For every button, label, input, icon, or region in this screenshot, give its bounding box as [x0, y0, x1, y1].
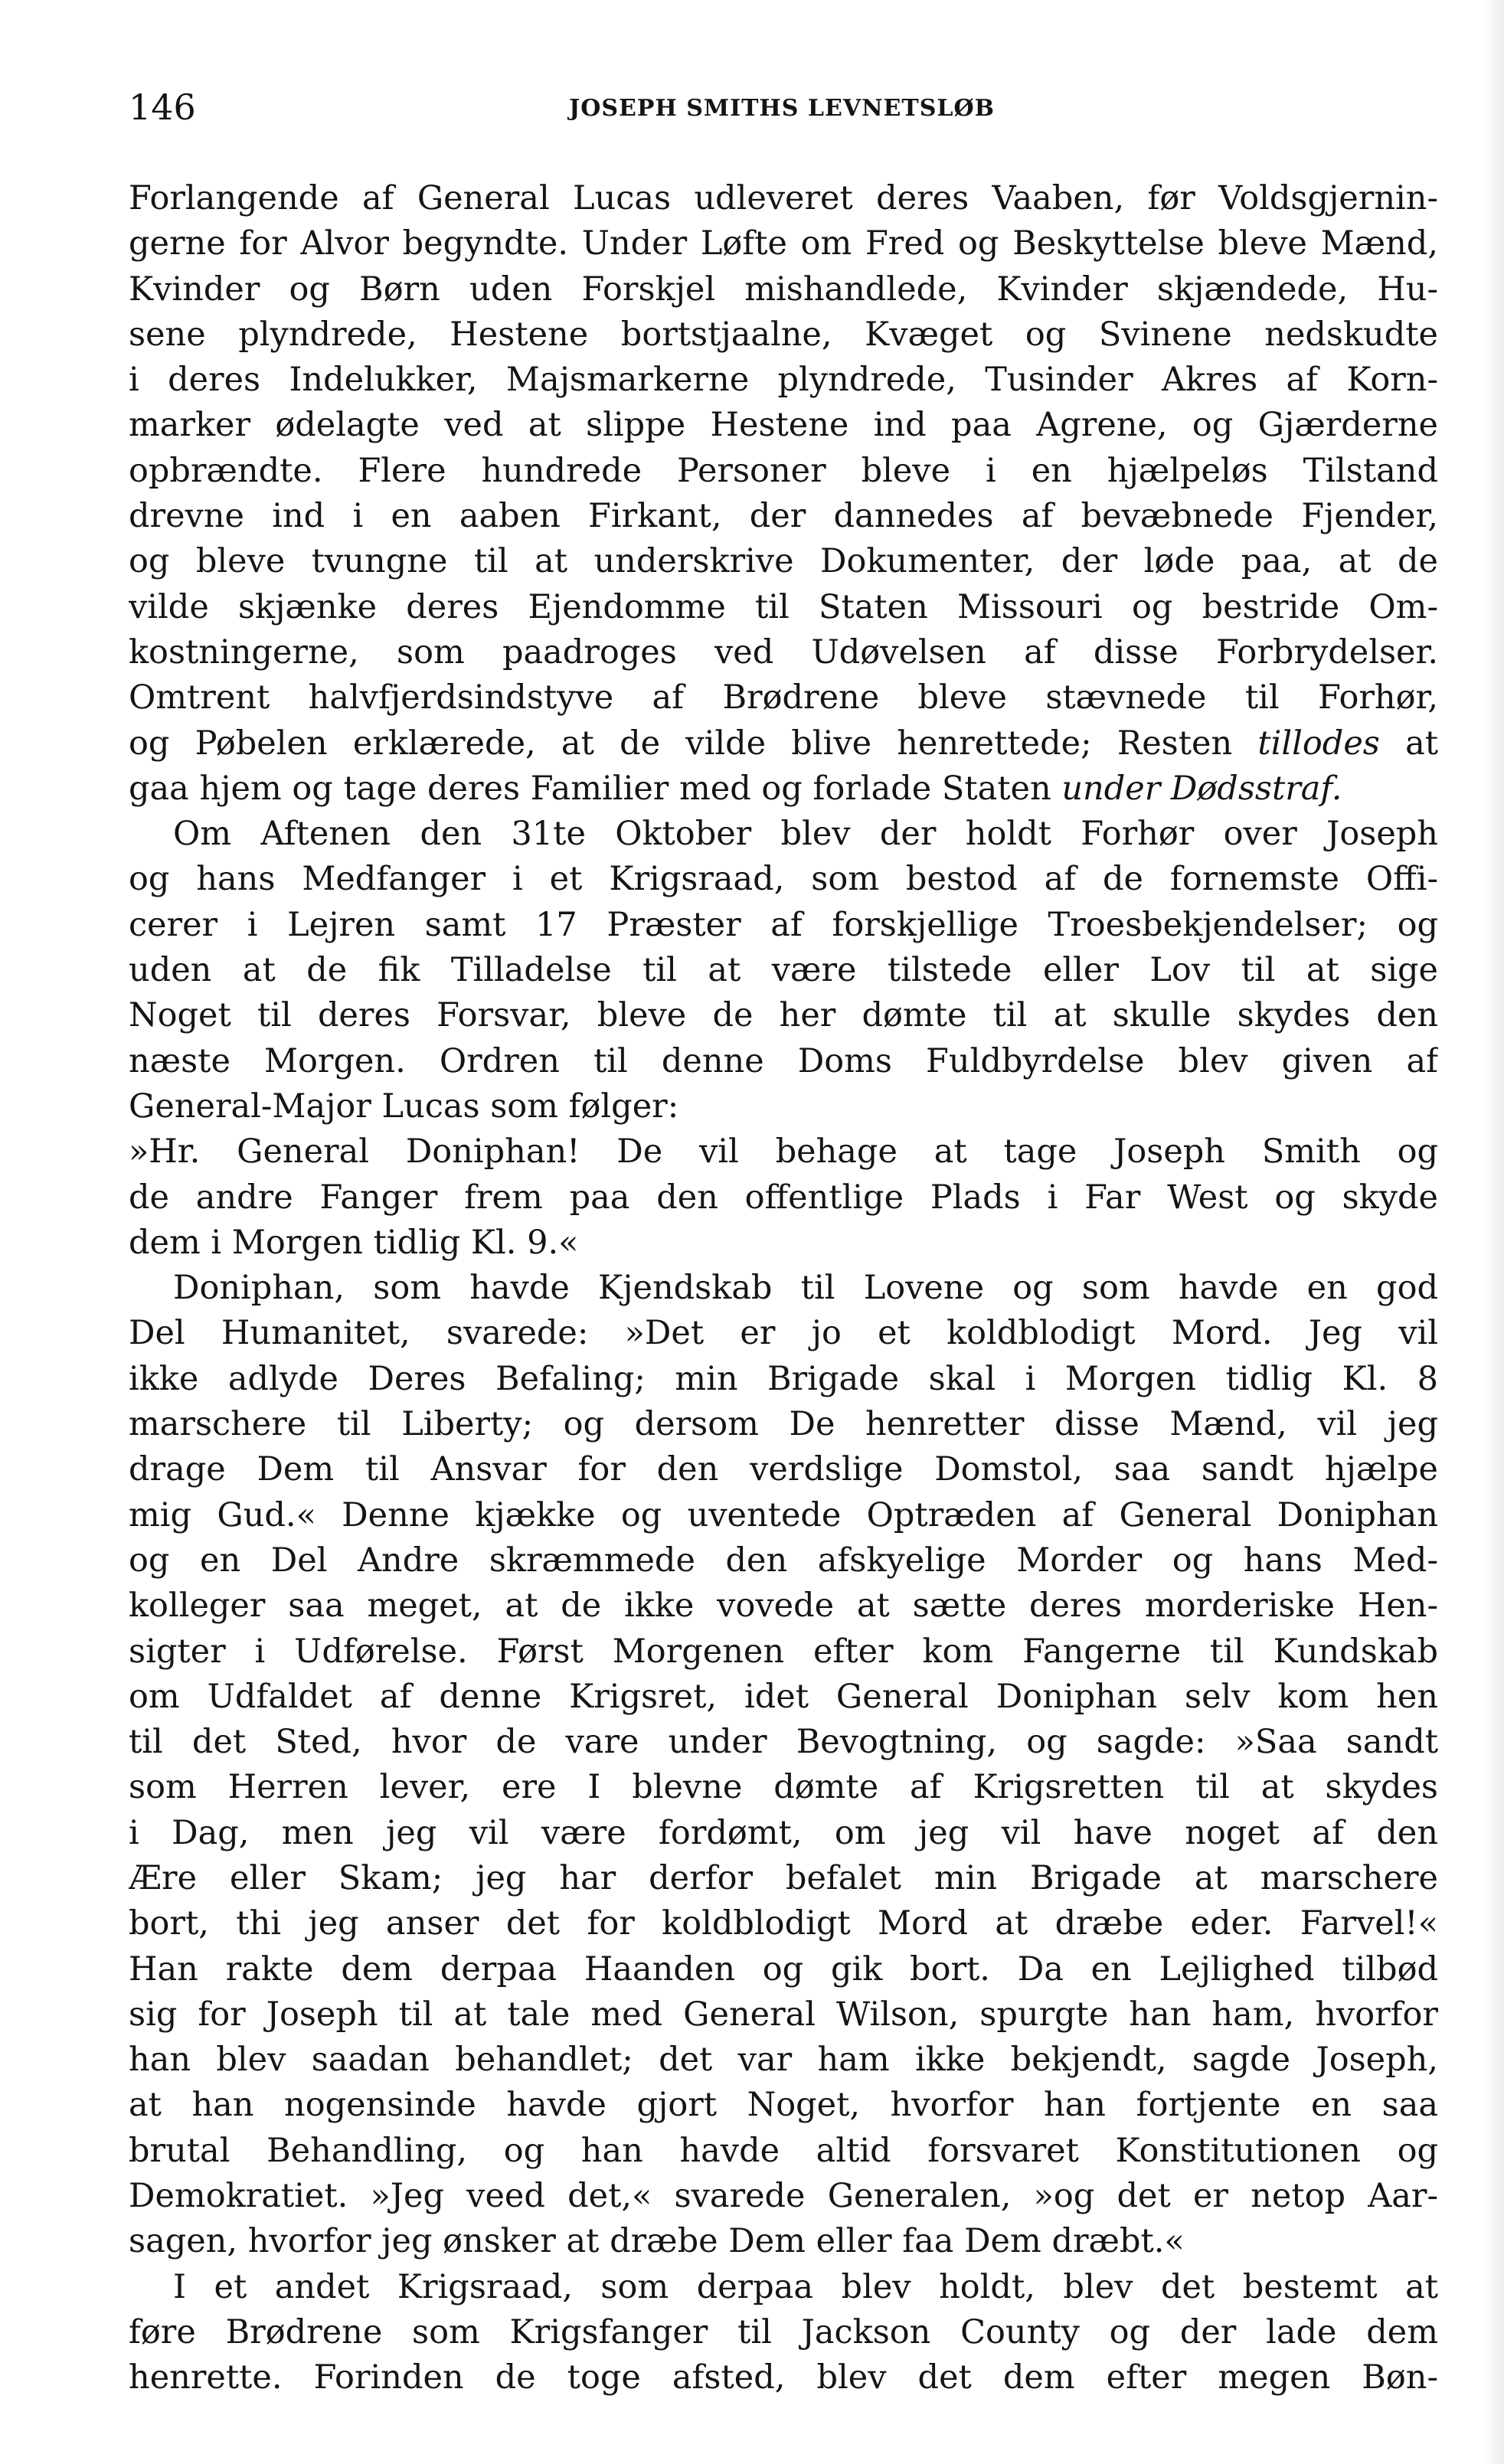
page-header	[129, 77, 1435, 138]
text-line: sagen, hvorfor jeg ønsker at dræbe Dem eller faa Dem dræbt.«	[129, 2222, 1185, 2261]
text-line: Del Humanitet, svarede: »Det er jo et koldblodigt Mord. Jeg vil	[129, 1314, 1438, 1353]
text-line: Om Aftenen den 31te Oktober blev der holdt Forhør over Joseph	[173, 815, 1438, 854]
text-line: kostningerne, som paadroges ved Udøvelsen af disse Forbrydelser.	[129, 632, 1438, 672]
text-line: vilde skjænke deres Ejendomme til Staten Missouri og bestride Om-	[129, 587, 1438, 626]
text-line: og bleve tvungne til at underskrive Dokumenter, der løde paa, at de	[129, 542, 1438, 581]
text-line-part: gaa hjem og tage deres Familier med og forlade Staten	[129, 769, 1051, 808]
text-line: General-Major Lucas som følger:	[129, 1087, 679, 1126]
text-line-part: og Pøbelen erklærede, at de vilde blive henrettede; Resten	[129, 724, 1233, 763]
text-line: marschere til Liberty; og dersom De henretter disse Mænd, vil jeg	[129, 1405, 1438, 1444]
text-line: ikke adlyde Deres Befaling; min Brigade skal i Morgen tidlig Kl. 8	[129, 1359, 1438, 1398]
text-line: mig Gud.« Denne kjække og uventede Optræden af General Doniphan	[129, 1495, 1438, 1534]
text-line: Han rakte dem derpaa Haanden og gik bort. Da en Lejlighed tilbød	[129, 1949, 1438, 1989]
text-line: og hans Medfanger i et Krigsraad, som bestod af de fornemste Offi-	[129, 860, 1438, 899]
text-line: Kvinder og Børn uden Forskjel mishandlede, Kvinder skjændede, Hu-	[129, 270, 1438, 309]
text-line: cerer i Lejren samt 17 Præster af forskjellige Troesbekjendelser; og	[129, 905, 1438, 944]
text-line: Ære eller Skam; jeg har derfor befalet min Brigade at marschere	[129, 1858, 1438, 1897]
text-line: som Herren lever, ere I blevne dømte af Krigsretten til at skydes	[129, 1768, 1438, 1807]
text-line: Noget til deres Forsvar, bleve de her dømte til at skulle skydes den	[129, 996, 1438, 1035]
text-line: i Dag, men jeg vil være fordømt, om jeg vil have noget af den	[129, 1813, 1438, 1852]
text-line: føre Brødrene som Krigsfanger til Jackson County og der lade dem	[129, 2312, 1438, 2351]
text-line: Demokratiet. »Jeg veed det,« svarede Generalen, »og det er netop Aar-	[129, 2177, 1438, 2216]
text-line: han blev saadan behandlet; det var ham ikke bekjendt, sagde Joseph,	[129, 2041, 1438, 2080]
text-line: brutal Behandling, og han havde altid forsvaret Konstitutionen og	[129, 2131, 1438, 2170]
text-line: henrette. Forinden de toge afsted, blev det dem efter megen Bøn-	[129, 2358, 1438, 2397]
text-line: i deres Indelukker, Majsmarkerne plyndrede, Tusinder Akres af Korn-	[129, 361, 1438, 400]
text-line: at han nogensinde havde gjort Noget, hvorfor han fortjente en saa	[129, 2086, 1438, 2125]
text-line: opbrændte. Flere hundrede Personer bleve i en hjælpeløs Tilstand	[129, 451, 1438, 490]
text-line-with-italic	[129, 766, 1438, 812]
text-line: sigter i Udførelse. Først Morgenen efter kom Fangerne til Kundskab	[129, 1632, 1438, 1671]
text-line: marker ødelagte ved at slippe Hestene ind paa Agrene, og Gjærderne	[129, 406, 1438, 445]
body-text	[129, 176, 1438, 2401]
text-line-with-italic: og Pøbelen erklærede, at de vilde blive henrettede; Resten tillodes at	[129, 724, 1438, 763]
text-line: til det Sted, hvor de vare under Bevogtning, og sagde: »Saa sandt	[129, 1723, 1438, 1762]
text-line: kolleger saa meget, at de ikke vovede at sætte deres morderiske Hen-	[129, 1587, 1438, 1626]
page-edge-shadow	[1484, 0, 1504, 2464]
text-line: om Udfaldet af denne Krigsret, idet General Doniphan selv kom hen	[129, 1677, 1438, 1716]
italic-word: tillodes	[1257, 724, 1380, 763]
text-line: I et andet Krigsraad, som derpaa blev holdt, blev det bestemt at	[173, 2267, 1438, 2306]
text-line: »Hr. General Doniphan! De vil behage at tage Joseph Smith og	[129, 1132, 1438, 1172]
text-line: Forlangende af General Lucas udleveret deres Vaaben, før Voldsgjernin-	[129, 179, 1438, 217]
italic-phrase: under Dødsstraf.	[1061, 769, 1342, 808]
text-line: drevne ind i en aaben Firkant, der dannedes af bevæbnede Fjender,	[129, 497, 1438, 536]
page-number: 146	[129, 87, 196, 128]
text-line: de andre Fanger frem paa den offentlige Plads i Far West og skyde	[129, 1178, 1438, 1217]
text-line: gerne for Alvor begyndte. Under Løfte om Fred og Beskyttelse bleve Mænd,	[129, 224, 1438, 263]
text-line: bort, thi jeg anser det for koldblodigt Mord at dræbe eder. Farvel!«	[129, 1904, 1438, 1943]
text-line: Doniphan, som havde Kjendskab til Lovene og som havde en god	[173, 1269, 1438, 1308]
text-line: næste Morgen. Ordren til denne Doms Fuldbyrdelse blev given af	[129, 1041, 1438, 1080]
running-title: JOSEPH SMITHS LEVNETSLØB	[569, 95, 995, 122]
text-line: uden at de fik Tilladelse til at være tilstede eller Lov til at sige	[129, 951, 1438, 990]
text-line: sig for Joseph til at tale med General Wilson, spurgte han ham, hvorfor	[129, 1995, 1438, 2034]
text-line: og en Del Andre skræmmede den afskyelige Morder og hans Med-	[129, 1541, 1438, 1580]
text-line: Omtrent halvfjerdsindstyve af Brødrene bleve stævnede til Forhør,	[129, 678, 1438, 717]
text-line: sene plyndrede, Hestene bortstjaalne, Kvæget og Svinene nedskudte	[129, 315, 1438, 354]
text-line: dem i Morgen tidlig Kl. 9.«	[129, 1223, 579, 1262]
text-line: drage Dem til Ansvar for den verdslige Domstol, saa sandt hjælpe	[129, 1450, 1438, 1489]
